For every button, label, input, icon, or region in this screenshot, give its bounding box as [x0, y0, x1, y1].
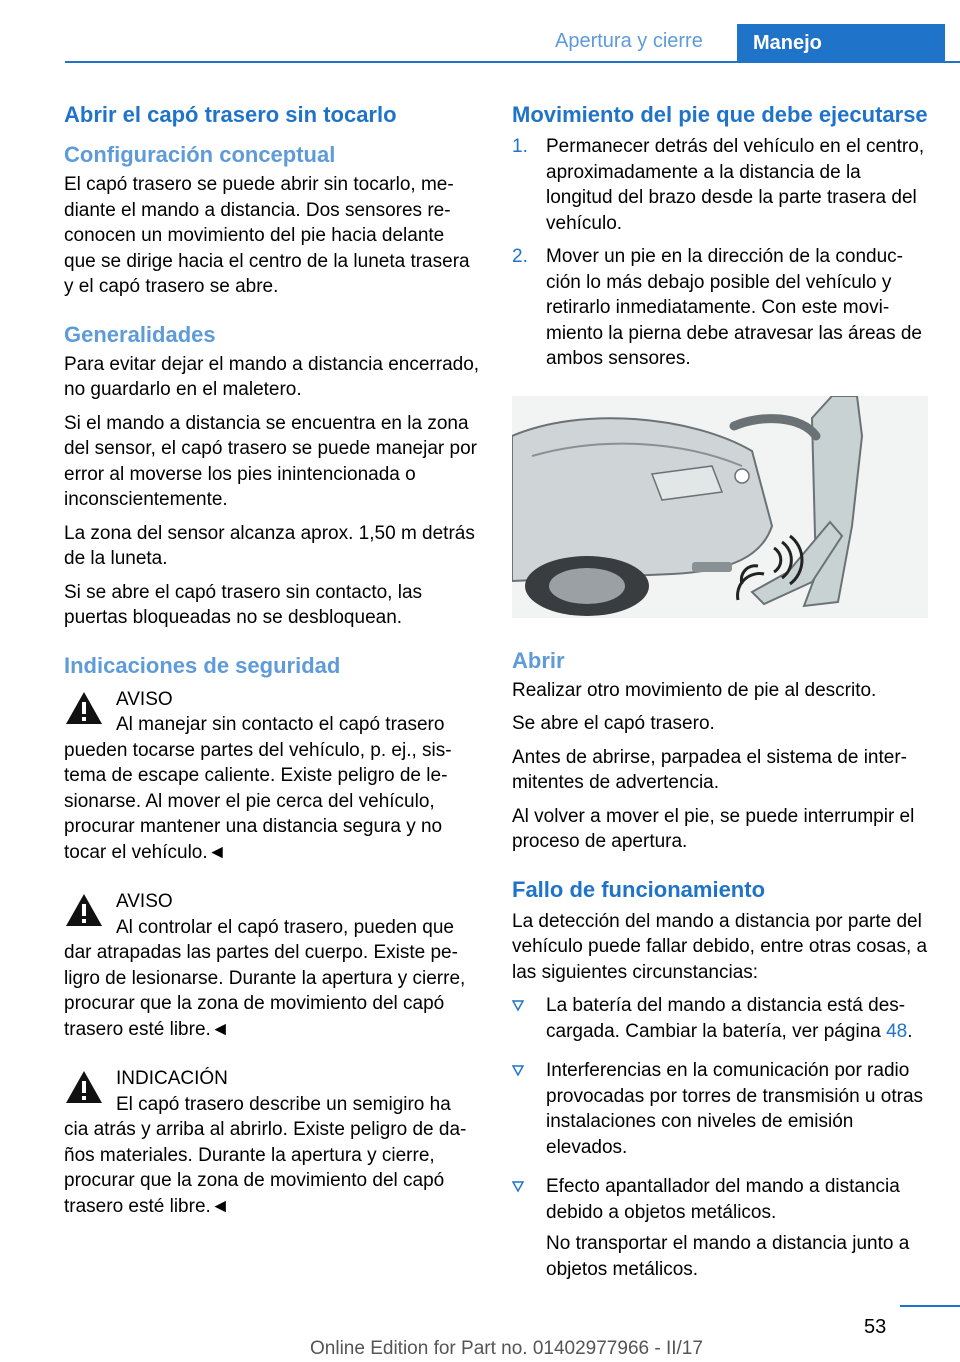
bullet-end: .	[907, 1020, 913, 1042]
warning-label: AVISO	[116, 891, 173, 912]
page-title: Abrir el capó trasero sin tocarlo	[64, 102, 397, 127]
open-text-3: Antes de abrirse, parpadea el sistema de intermitentes de advertencia.	[512, 746, 907, 793]
warning-text-start: Al controlar el capó trasero, pueden que	[116, 916, 454, 938]
notice-block	[64, 1066, 480, 1219]
open-heading: Abrir	[512, 647, 565, 673]
open-text-1: Realizar otro movimiento de pie al descrito.	[512, 679, 877, 701]
triangle-bullet-icon	[512, 1065, 524, 1077]
step-text: Mover un pie en la dirección de la conducción lo más debajo posible del vehículo y retirarlo inmediatamente. Con este movimiento la pierna debe atravesar las áreas de ambos sensores.	[546, 246, 923, 369]
notice-text: cia atrás y arriba al abrirlo. Existe peligro de daños materiales. Durante la apertura y cierre, procurar que la zona de movimiento del capó trasero esté libre.◄	[64, 1119, 467, 1217]
general-heading: Generalidades	[64, 321, 216, 347]
warning-block-1	[64, 687, 480, 866]
open-text-4: Al volver a mover el pie, se puede interrumpir el proceso de apertura.	[512, 805, 915, 852]
car-tailgate-illustration	[512, 396, 928, 618]
bullet-note: No transportar el mando a distancia junto a objetos metálicos.	[546, 1233, 910, 1280]
right-column	[512, 102, 928, 1296]
safety-heading: Indicaciones de seguridad	[64, 652, 341, 678]
step-number: 1.	[512, 136, 528, 157]
concept-heading: Configuración conceptual	[64, 142, 336, 167]
page-reference-link[interactable]: 48	[886, 1020, 908, 1042]
movement-heading: Movimiento del pie que debe ejecutarse	[512, 102, 928, 127]
triangle-bullet-icon	[512, 1181, 524, 1193]
footer-rule	[900, 1305, 960, 1307]
warning-text: pueden tocarse partes del vehículo, p. ej., sistema de escape caliente. Existe peligro de lesionarse. Al mover el pie cerca del vehículo, procurar mantener una distancia segura y no tocar el vehículo.◄	[64, 739, 452, 863]
bullet-text: Interferencias en la comunicación por radio provocadas por torres de transmisión u otras instalaciones con niveles de emisión elevados.	[546, 1060, 924, 1158]
page-number: 53	[864, 1316, 887, 1338]
warning-triangle-icon	[64, 690, 104, 726]
step-number: 2.	[512, 246, 528, 267]
list-item	[512, 1174, 928, 1282]
warning-block-2	[64, 889, 480, 1042]
steps-list	[512, 134, 928, 372]
bullet-text: La batería del mando a distancia está descargada. Cambiar la batería, ver página	[546, 995, 906, 1042]
fault-intro: La detección del mando a distancia por parte del vehículo puede fallar debido, entre otras cosas, a las siguientes circunstancias:	[512, 910, 928, 983]
open-text-2: Se abre el capó trasero.	[512, 713, 715, 734]
fault-heading: Fallo de funcionamiento	[512, 876, 766, 902]
concept-text: El capó trasero se puede abrir sin tocarlo, mediante el mando a distancia. Dos sensores reconocen un movimiento del pie hacia delante que se dirige hacia el centro de la luneta trasera y el capó trasero se abre.	[64, 174, 470, 297]
general-text-4: Si se abre el capó trasero sin contacto, las puertas bloqueadas no se desbloquean.	[64, 581, 423, 628]
warning-triangle-icon	[64, 1069, 104, 1105]
warning-triangle-icon	[64, 892, 104, 928]
general-text-1: Para evitar dejar el mando a distancia encerrado, no guardarlo en el maletero.	[64, 353, 480, 400]
list-item	[512, 1058, 928, 1160]
general-text-2: Si el mando a distancia se encuentra en la zona del sensor, el capó trasero se puede manejar por error al moverse los pies inintencionada o inconscientemente.	[64, 412, 477, 510]
header-rule	[65, 61, 960, 63]
header-chapter-tab: Manejo	[737, 24, 945, 62]
warning-label: AVISO	[116, 688, 173, 710]
fault-list	[512, 993, 928, 1282]
bullet-text: Efecto apantallador del mando a distancia debido a objetos metálicos.	[546, 1176, 900, 1223]
general-text-3: La zona del sensor alcanza aprox. 1,50 m detrás de la luneta.	[64, 522, 475, 569]
step-text: Permanecer detrás del vehículo en el centro, aproximadamente a la distancia de la longitud del brazo desde la parte trasera del vehículo.	[546, 136, 925, 234]
list-item	[512, 244, 928, 372]
warning-text-start: Al manejar sin contacto el capó trasero	[116, 714, 445, 735]
header-section-label: Apertura y cierre	[555, 30, 703, 52]
notice-text-start: El capó trasero describe un semigiro ha	[116, 1093, 451, 1115]
left-column	[64, 102, 480, 1243]
warning-text: dar atrapadas las partes del cuerpo. Existe peligro de lesionarse. Durante la apertura y cierre, procurar que la zona de movimiento del capó trasero esté libre.◄	[64, 942, 466, 1040]
list-item	[512, 134, 928, 236]
list-item	[512, 993, 928, 1044]
edition-footer: Online Edition for Part no. 01402977966 - II/17	[310, 1338, 703, 1359]
notice-label: INDICACIÓN	[116, 1068, 228, 1089]
triangle-bullet-icon	[512, 1000, 524, 1012]
